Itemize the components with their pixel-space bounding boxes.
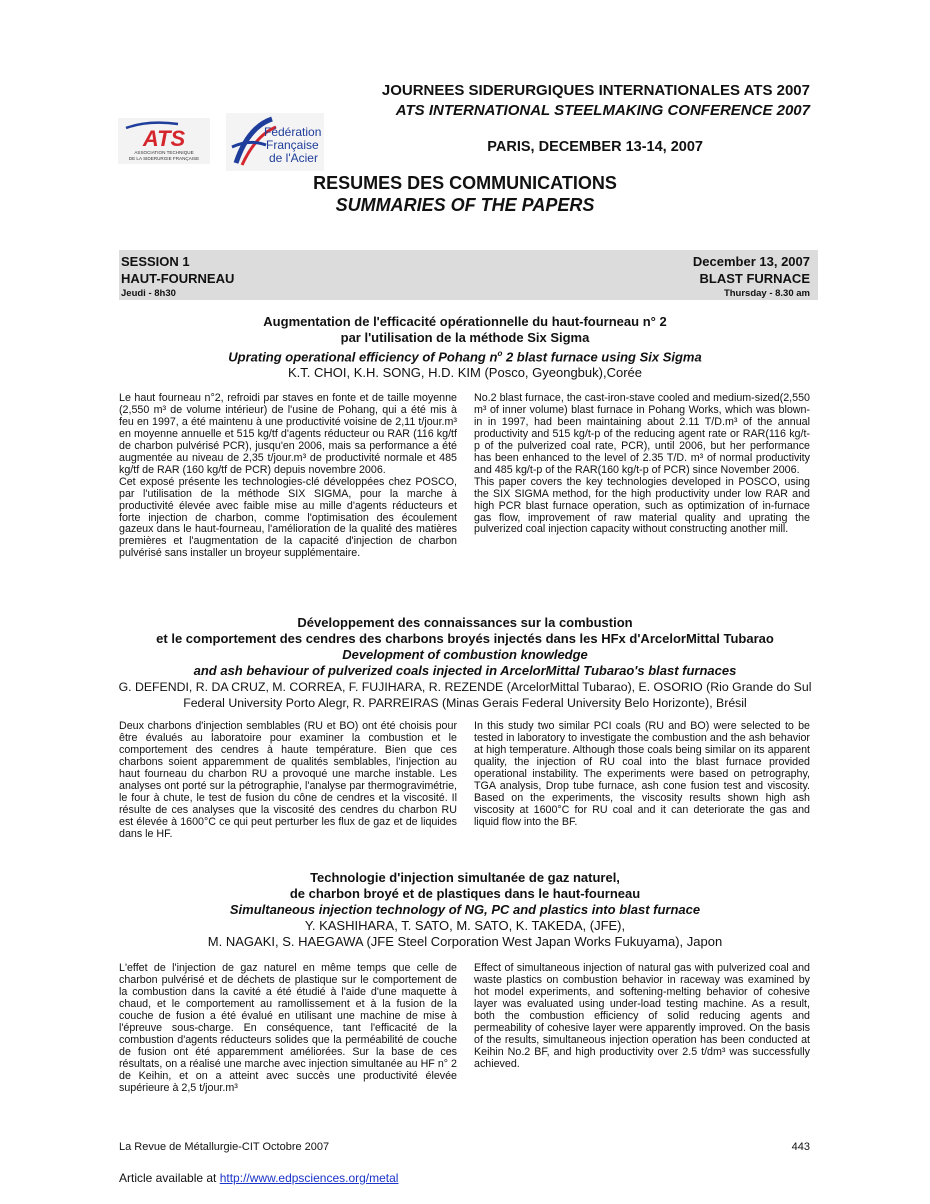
paper-2-authors-line1: G. DEFENDI, R. DA CRUZ, M. CORREA, F. FUJIHARA, R. REZENDE (ArcelorMittal Tubarao), E. OSORIO (Rio Grande do Sul	[118, 680, 812, 694]
conference-title-en: ATS INTERNATIONAL STEELMAKING CONFERENCE 2007	[395, 102, 810, 119]
paper-1-abstract-fr	[119, 393, 457, 560]
ffa-logo-line2: Française	[266, 138, 319, 152]
paper-1-title-fr-line1: Augmentation de l'efficacité opérationnelle du haut-fourneau n° 2	[263, 314, 667, 329]
paper-2-fr-paragraph-1: Deux charbons d'injection semblables (RU et BO) ont été choisis pour être évalués au laboratoire pour examiner la combustion et le comportement des cendres à haute température. Bien que ces charbons soient apparemment de qualités semblables, l'injection au haut fourneau du charbon RU a provoqué une marche instable. Les analyses ont porté sur la pétrographie, l'analyse par thermogravimétrie, le four à chute, le test de fusion du cône de cendres et la viscosité. Il résulte de ces analyses que la viscosité des cendres du charbon RU est élevée à 1600°C ce qui peut perturber les flux de gaz et de liquides dans le HF.	[119, 720, 457, 840]
ats-logo	[118, 118, 210, 164]
paper-3-fr-paragraph-1: L'effet de l'injection de gaz naturel en même temps que celle de charbon pulvérisé et de déchets de plastique sur le comportement de la combustion dans la cavité a été étudié à l'aide d'une maquette à chaud, et le comportement au ramollissement et à la fusion de la couche de fusion a été évalué en utilisant une machine de mise à l'épreuve sous-charge. En conséquence, tant l'efficacité de la combustion d'agents réducteurs solides que la perméabilité de couche de fusion ont été apparemment améliorées. Sur la base de ces résultats, on a réalisé une marche avec injection simultanée au HF n° 2 de Keihin, et on a atteint avec succès une productivité élevée supérieure à 2,5 t/jour.m³	[119, 962, 457, 1094]
paper-2-title-en-line1: Development of combustion knowledge	[342, 647, 588, 662]
paper-1-heading	[110, 314, 820, 381]
paper-1-en-paragraph-1: No.2 blast furnace, the cast-iron-stave cooled and medium-sized(2,550 m³ of inner volume) blast furnace in Pohang Works, which was blown-in in 1997, had been maintaining about 2.11 T/D.m³ of the annual productivity and 515 kg/t-p of the reducing agent rate or RAR(116 kg/t-p of the pulverized coal rate, PCR), until 2006, but her performance has been enhanced to the level of 2.35 T/D. m³ of normal productivity and 485 kg/t-p of the RAR(160 kg/t-p of PCR) since November 2006.	[474, 392, 810, 476]
paper-3-title-fr-line1: Technologie d'injection simultanée de gaz naturel,	[310, 870, 620, 885]
conference-dates: PARIS, DECEMBER 13-14, 2007	[487, 139, 703, 155]
paper-3-en-paragraph-1: Effect of simultaneous injection of natural gas with pulverized coal and waste plastics on combustion behavior in raceway was examined by hot model experiments, and softening-melting behavior of cohesive layer was evaluated using under-load testing machine. As a result, both the combustion efficiency of solid reducing agents and permeability of cohesive layer were apparently improved. On the basis of the results, simultaneous injection operation has been conducted at Keihin No.2 BF, and high productivity over 2.5 t/dm³ was successfully achieved.	[474, 962, 810, 1070]
session-topic-en: BLAST FURNACE	[699, 271, 810, 286]
paper-3-title-en: Simultaneous injection technology of NG, PC and plastics into blast furnace	[229, 902, 701, 917]
paper-1-title-en-b: 2 blast furnace using Six Sigma	[502, 349, 702, 365]
paper-1-title-en-sup: o	[497, 349, 503, 358]
summaries-title-fr: RESUMES DES COMMUNICATIONS	[313, 173, 617, 193]
paper-1-title-fr-line2: par l'utilisation de la méthode Six Sigma	[340, 330, 590, 345]
ats-logo-mark	[118, 118, 210, 164]
article-link[interactable]: http://www.edpsciences.org/metal	[219, 1171, 399, 1185]
paper-2-title-fr-line2: et le comportement des cendres des charbons broyés injectés dans les HFx d'ArcelorMittal Tubarao	[156, 631, 774, 646]
paper-1-abstract-en	[474, 393, 810, 536]
paper-2-authors-line2: Federal University Porto Alegr, R. PARREIRAS (Minas Gerais Federal University Belo Horizonte), Brésil	[183, 696, 747, 710]
ffa-logo-line3: de l'Acier	[269, 151, 318, 165]
article-availability	[119, 1171, 398, 1185]
ats-logo-line1: ASSOCIATION TECHNIQUE	[134, 150, 194, 155]
page-number: 443	[791, 1141, 810, 1153]
ffa-logo-mark	[226, 113, 324, 171]
paper-1-en-paragraph-2: This paper covers the key technologies developed in POSCO, using the SIX SIGMA method, for the high productivity under low RAR and high PCR blast furnace operation, such as optimization of in-furnace gas flow, improvement of raw material quality and uprating the pulverized coal injection capacity without constructing another mill.	[474, 475, 810, 536]
paper-3-abstract-en	[474, 963, 810, 1071]
session-date-en: December 13, 2007	[692, 254, 810, 269]
paper-3-heading	[110, 870, 820, 950]
summaries-title-en: SUMMARIES OF THE PAPERS	[335, 195, 595, 215]
session-time-en: Thursday - 8.30 am	[723, 288, 810, 299]
conference-title-fr: JOURNEES SIDERURGIQUES INTERNATIONALES ATS 2007	[381, 82, 810, 99]
journal-footer: La Revue de Métallurgie-CIT Octobre 2007	[119, 1141, 330, 1153]
paper-1-fr-paragraph-1: Le haut fourneau n°2, refroidi par staves en fonte et de taille moyenne (2,550 m³ de volume intérieur) de l'usine de Pohang, qui a été mis à feu en 1997, a été maintenu à une productivité voisine de 2,11 t/jour.m³ en moyenne annuelle et 515 kg/tf d'agents réducteur ou RAR (116 kg/tf de charbon pulvérisé PCR), jusqu'en 2006, mais sa performance a été augmentée au niveau de 2,35 t/jour.m³ de productivité normale et 485 kg/tf de RAR (160 kg/tf de PCR) depuis novembre 2006.	[119, 392, 457, 476]
paper-3-abstract-fr	[119, 963, 457, 1094]
ffa-logo-line1: Fédération	[264, 125, 322, 139]
ats-logo-mark-text: ATS	[142, 126, 186, 151]
availability-prefix: Article available at	[119, 1171, 220, 1185]
ats-logo-line2: DE LA SIDERURGIE FRANÇAISE	[128, 156, 200, 161]
paper-1-title-en	[110, 346, 820, 365]
session-topic-fr: HAUT-FOURNEAU	[121, 271, 235, 286]
paper-2-heading	[110, 615, 820, 711]
paper-1-fr-paragraph-2: Cet exposé présente les technologies-clé développées chez POSCO, par l'utilisation de la méthode SIX SIGMA, pour la marche à productivité élevée avec faible mise au mille d'agents réducteurs et forte injection de charbon, comme l'optimisation des écoulement gazeux dans le haut-fourneau, l'amélioration de la qualité des matières premières et l'augmentation de la capacité d'injection de charbon pulvérisé sans installer un broyeur supplémentaire.	[119, 475, 457, 560]
paper-3-authors-line2: M. NAGAKI, S. HAEGAWA (JFE Steel Corporation West Japan Works Fukuyama), Japon	[207, 934, 723, 949]
session-time-fr: Jeudi - 8h30	[121, 288, 176, 299]
paper-2-abstract-fr	[119, 721, 457, 841]
paper-2-en-paragraph-1: In this study two similar PCI coals (RU and BO) were selected to be tested in laboratory to investigate the combustion and the ash behavior at high temperature. Although those coals being similar on its apparent quality, the injection of RU coal into the blast furnace provided operational instability. The experiments were based on petrography, TGA analysis, Drop tube furnace, ash cone fusion test and viscosity. Based on the experiments, the viscosity results shown high ash viscosity at 1600°C for RU coal and it can deteriorate the gas and liquid flow into the BF.	[474, 720, 810, 828]
paper-3-title-fr-line2: de charbon broyé et de plastiques dans le haut-fourneau	[289, 886, 641, 901]
session-number: SESSION 1	[121, 254, 190, 269]
paper-1-authors: K.T. CHOI, K.H. SONG, H.D. KIM (Posco, Gyeongbuk),Corée	[288, 365, 642, 381]
paper-3-authors-line1: Y. KASHIHARA, T. SATO, M. SATO, K. TAKEDA, (JFE),	[304, 918, 626, 933]
ffa-logo	[226, 113, 324, 171]
paper-2-title-fr-line1: Développement des connaissances sur la combustion	[297, 615, 633, 630]
paper-2-abstract-en	[474, 721, 810, 829]
paper-2-title-en-line2: and ash behaviour of pulverized coals injected in ArcelorMittal Tubarao's blast furnaces	[193, 663, 737, 678]
paper-1-title-en-a: Uprating operational efficiency of Pohang n	[228, 349, 498, 365]
